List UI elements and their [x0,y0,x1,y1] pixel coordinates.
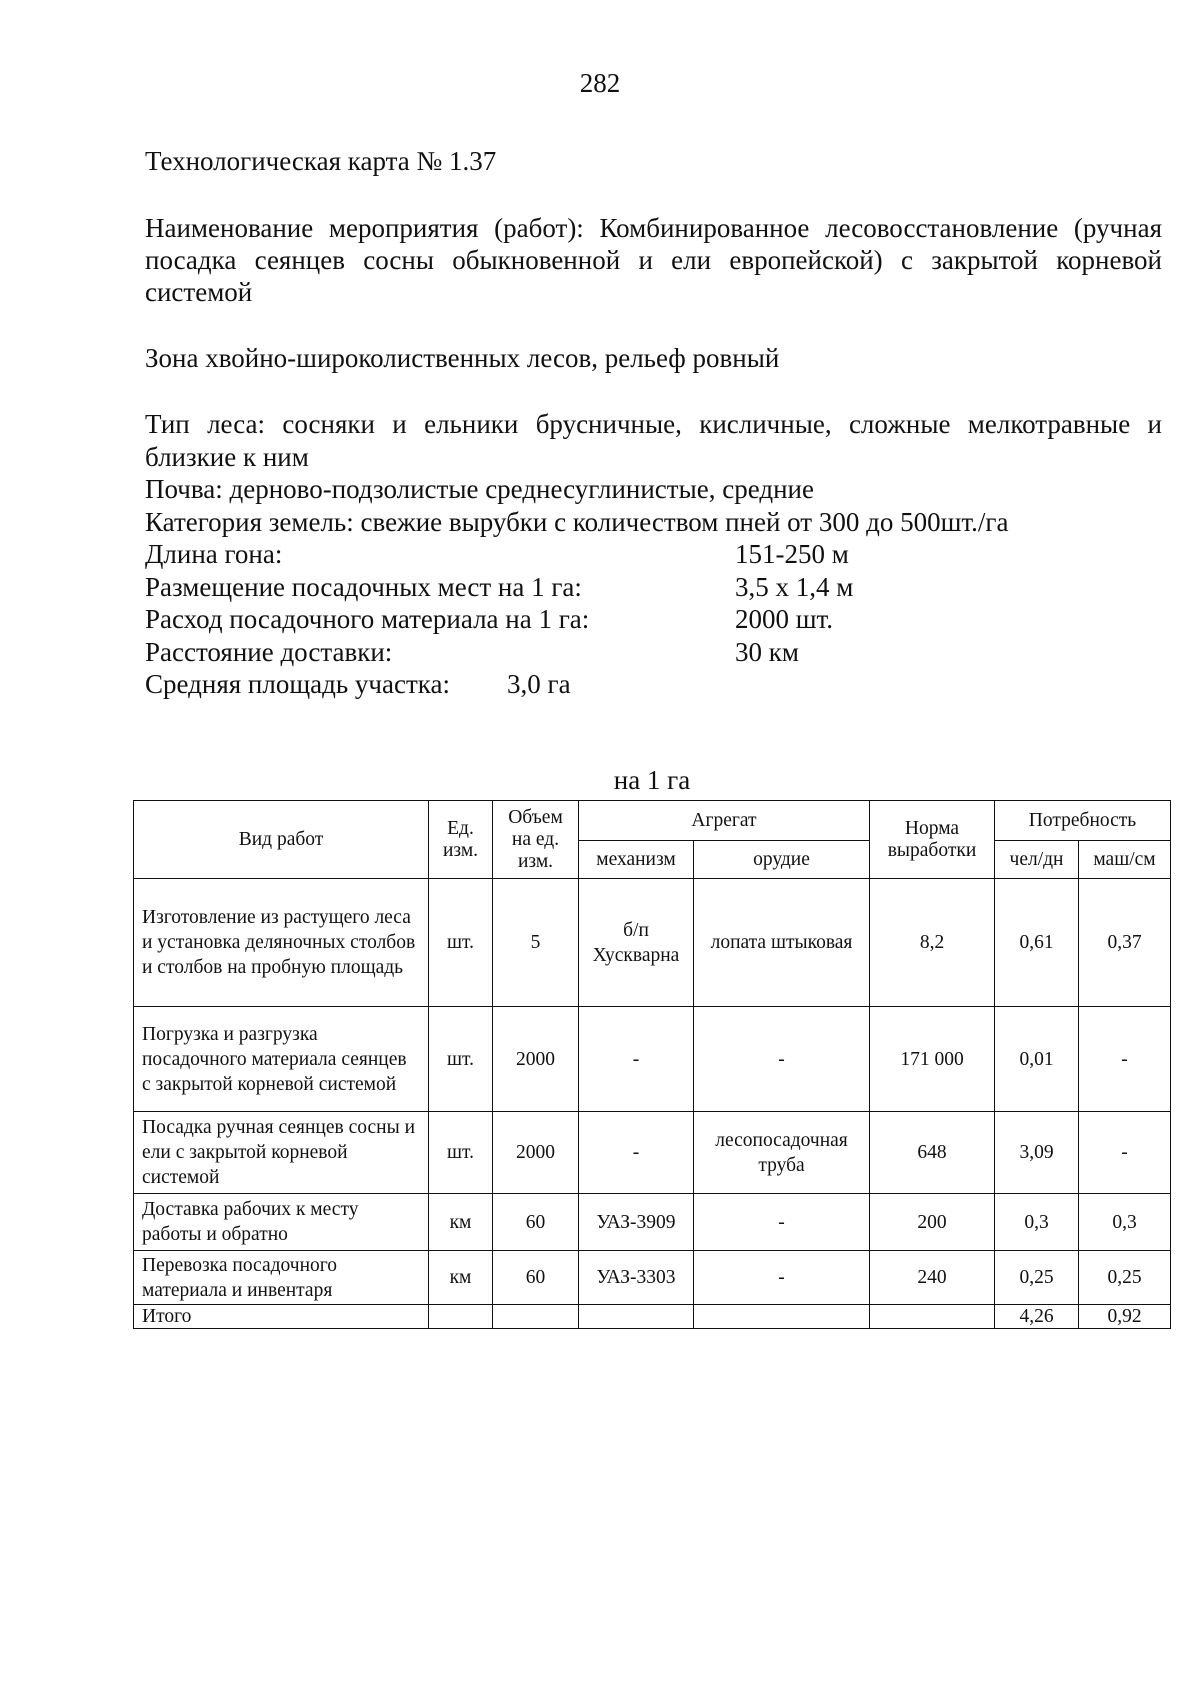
cell-tool: - [694,1194,870,1251]
cell-volume: 2000 [493,1007,579,1112]
param-value: 30 км [735,636,799,667]
total-machine-shifts: 0,92 [1079,1305,1171,1329]
cell-work: Посадка ручная сеянцев сосны и ели с закрытой корневой системой [134,1112,429,1194]
total-empty-cell [870,1305,995,1329]
total-empty-cell [694,1305,870,1329]
header-tool: орудие [694,841,870,879]
cell-volume: 60 [493,1251,579,1305]
cell-mechanism: б/п Хускварна [579,879,694,1007]
cell-tool: лесопосадочная труба [694,1112,870,1194]
header-need: Потребность [995,801,1171,841]
table-row [134,1251,1171,1305]
cell-tool: лопата штыковая [694,879,870,1007]
cell-man-days: 0,01 [995,1007,1079,1112]
forest-type: Тип леса: сосняки и ельники брусничные, кисличные, сложные мелкотравные и близкие к ним [145,409,1162,472]
works-table [133,800,1171,1329]
header-work: Вид работ [134,801,429,879]
cell-unit: шт. [429,1007,493,1112]
cell-mechanism: - [579,1007,694,1112]
header-mechanism: механизм [579,841,694,879]
header-volume: Объем на ед. изм. [493,801,579,879]
cell-unit: км [429,1194,493,1251]
cell-norm: 648 [870,1112,995,1194]
cell-man-days: 0,3 [995,1194,1079,1251]
cell-machine-shifts: - [1079,1112,1171,1194]
cell-volume: 2000 [493,1112,579,1194]
cell-unit: шт. [429,879,493,1007]
site-description [145,408,1162,701]
total-row [134,1305,1171,1329]
cell-machine-shifts: - [1079,1007,1171,1112]
cell-work: Изготовление из растущего леса и установка деляночных столбов и столбов на пробную площадь [134,879,429,1007]
table-row [134,1194,1171,1251]
cell-machine-shifts: 0,25 [1079,1251,1171,1305]
cell-man-days: 0,61 [995,879,1079,1007]
header-machine-shifts: маш/см [1079,841,1171,879]
param-row [145,571,1162,604]
card-title: Технологическая карта № 1.37 [145,146,497,176]
header-norm: Норма выработки [870,801,995,879]
param-label: Расстояние доставки: [145,636,393,667]
param-value: 151-250 м [735,539,849,569]
soil: Почва: дерново-подзолистые среднесуглинистые, средние [145,474,814,504]
cell-unit: км [429,1251,493,1305]
cell-unit: шт. [429,1112,493,1194]
cell-mechanism: УАЗ-3303 [579,1251,694,1305]
cell-tool: - [694,1251,870,1305]
total-man-days: 4,26 [995,1305,1079,1329]
cell-mechanism: УАЗ-3909 [579,1194,694,1251]
param-value: 3,5 х 1,4 м [735,571,854,602]
cell-man-days: 0,25 [995,1251,1079,1305]
param-row [145,636,1162,669]
total-label: Итого [134,1305,429,1329]
total-empty-cell [429,1305,493,1329]
table-row [134,1112,1171,1194]
cell-work: Доставка рабочих к месту работы и обратно [134,1194,429,1251]
param-row [145,668,1162,701]
table-row [134,1007,1171,1112]
table-unit-label: на 1 га [613,765,691,795]
table-row [134,879,1171,1007]
param-label: Длина гона: [145,539,283,569]
param-label: Размещение посадочных мест на 1 га: [145,571,582,602]
header-aggregate: Агрегат [579,801,870,841]
cell-norm: 8,2 [870,879,995,1007]
land-category: Категория земель: свежие вырубки с количеством пней от 300 до 500шт./га [145,506,1009,537]
work-name: Наименование мероприятия (работ): Комбинированное лесовосстановление (ручная посадка сеянцев сосны обыкновенной и ели европейской) с закрытой корневой системой [145,213,1162,307]
cell-mechanism: - [579,1112,694,1194]
param-label: Средняя площадь участка: [145,669,450,699]
param-row [145,603,1162,636]
cell-norm: 240 [870,1251,995,1305]
param-value: 2000 шт. [735,604,834,634]
cell-man-days: 3,09 [995,1112,1079,1194]
cell-norm: 171 000 [870,1007,995,1112]
param-row [145,538,1162,571]
total-empty-cell [579,1305,694,1329]
header-unit: Ед. изм. [429,801,493,879]
total-empty-cell [493,1305,579,1329]
header-man-days: чел/дн [995,841,1079,879]
zone: Зона хвойно-широколиственных лесов, рельеф ровный [145,343,780,373]
cell-volume: 5 [493,879,579,1007]
page-number: 282 [579,68,621,98]
param-value: 3,0 га [507,669,571,699]
cell-machine-shifts: 0,37 [1079,879,1171,1007]
cell-work: Погрузка и разгрузка посадочного материала сеянцев с закрытой корневой системой [134,1007,429,1112]
cell-volume: 60 [493,1194,579,1251]
param-label: Расход посадочного материала на 1 га: [145,604,590,634]
cell-machine-shifts: 0,3 [1079,1194,1171,1251]
cell-norm: 200 [870,1194,995,1251]
cell-tool: - [694,1007,870,1112]
cell-work: Перевозка посадочного материала и инвентаря [134,1251,429,1305]
